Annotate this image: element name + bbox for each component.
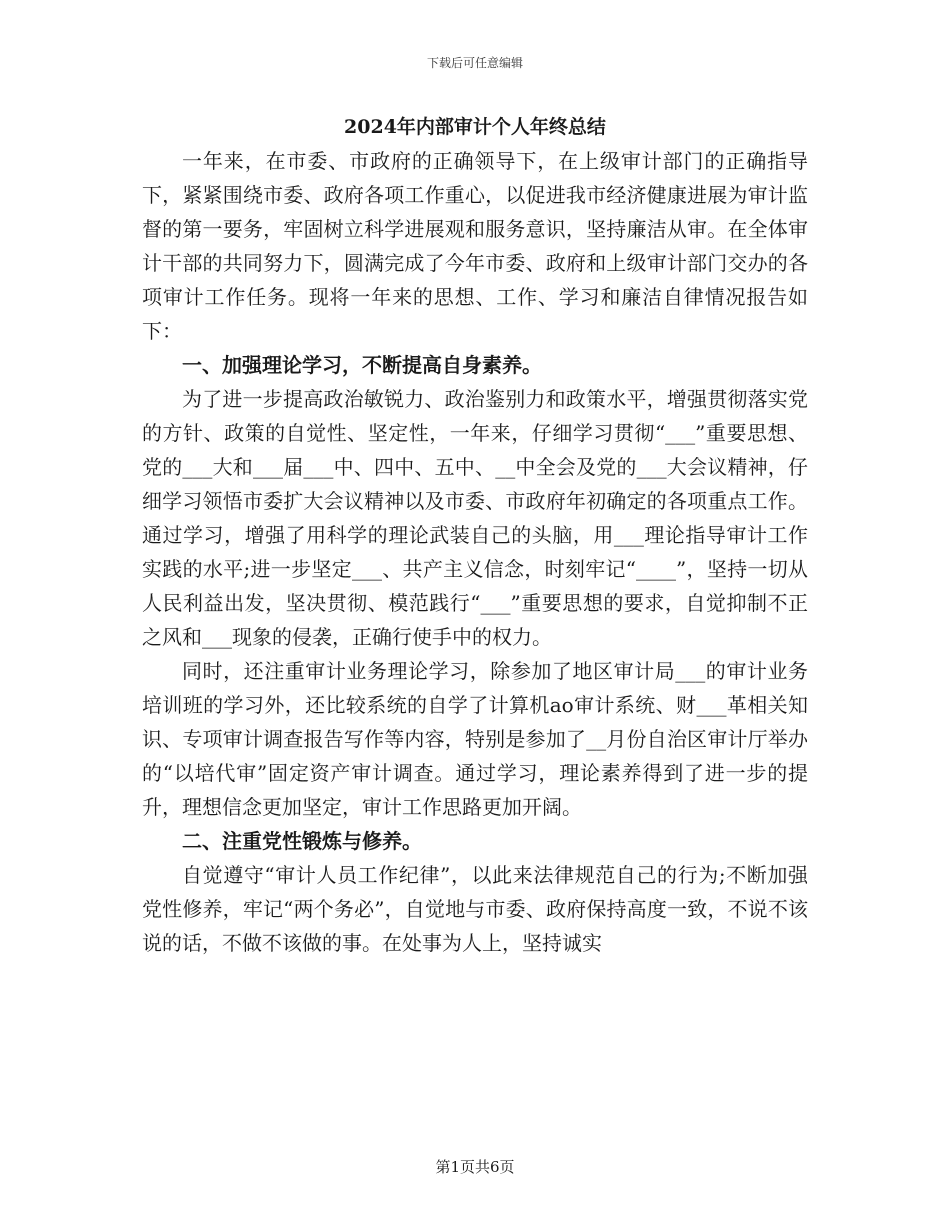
document-body (142, 112, 808, 960)
section-heading-2: 二、注重党性锻炼与修养。 (182, 829, 422, 853)
paragraph-theory-study: 为了进一步提高政治敏锐力、政治鉴别力和政策水平，增强贯彻落实党的方针、政策的自觉性、坚定性，一年来，仔细学习贯彻“___”重要思想、党的___大和___届___中、四中、五中、__中全会及党的___大会议精神，仔细学习领悟市委扩大会议精神以及市委、市政府年初确定的各项重点工作。通过学习，增强了用科学的理论武装自己的头脑，用___理论指导审计工作实践的水平;进一步坚定___、共产主义信念，时刻牢记“____”，坚持一切从人民利益出发，坚决贯彻、模范践行“___”重要思想的要求，自觉抑制不正之风和___现象的侵袭，正确行使手中的权力。 (142, 387, 808, 649)
paragraph-intro: 一年来，在市委、市政府的正确领导下，在上级审计部门的正确指导下，紧紧围绕市委、政府各项工作重心，以促进我市经济健康进展为审计监督的第一要务，牢固树立科学进展观和服务意识，坚持廉洁从审。在全体审计干部的共同努力下，圆满完成了今年市委、政府和上级审计部门交办的各项审计工作任务。现将一年来的思想、工作、学习和廉洁自律情况报告如下： (142, 149, 808, 343)
page-header-note: 下载后可任意编辑 (426, 56, 523, 70)
section-heading-1: 一、加强理论学习，不断提高自身素养。 (182, 353, 542, 377)
paragraph-party-discipline: 自觉遵守“审计人员工作纪律”，以此来法律规范自己的行为;不断加强党性修养，牢记“两个务必”，自觉地与市委、政府保持高度一致，不说不该说的话，不做不该做的事。在处事为人上，坚持诚实 (142, 863, 808, 955)
page-footer-number: 第1页共6页 (435, 1158, 515, 1176)
paragraph-business-study: 同时，还注重审计业务理论学习，除参加了地区审计局___的审计业务培训班的学习外，还比较系统的自学了计算机ao审计系统、财___革相关知识、专项审计调查报告写作等内容，特别是参加了__月份自治区审计厅举办的“以培代审”固定资产审计调查。通过学习，理论素养得到了进一步的提升，理想信念更加坚定，审计工作思路更加开阔。 (142, 659, 808, 819)
document-title: 2024年内部审计个人年终总结 (344, 116, 606, 138)
